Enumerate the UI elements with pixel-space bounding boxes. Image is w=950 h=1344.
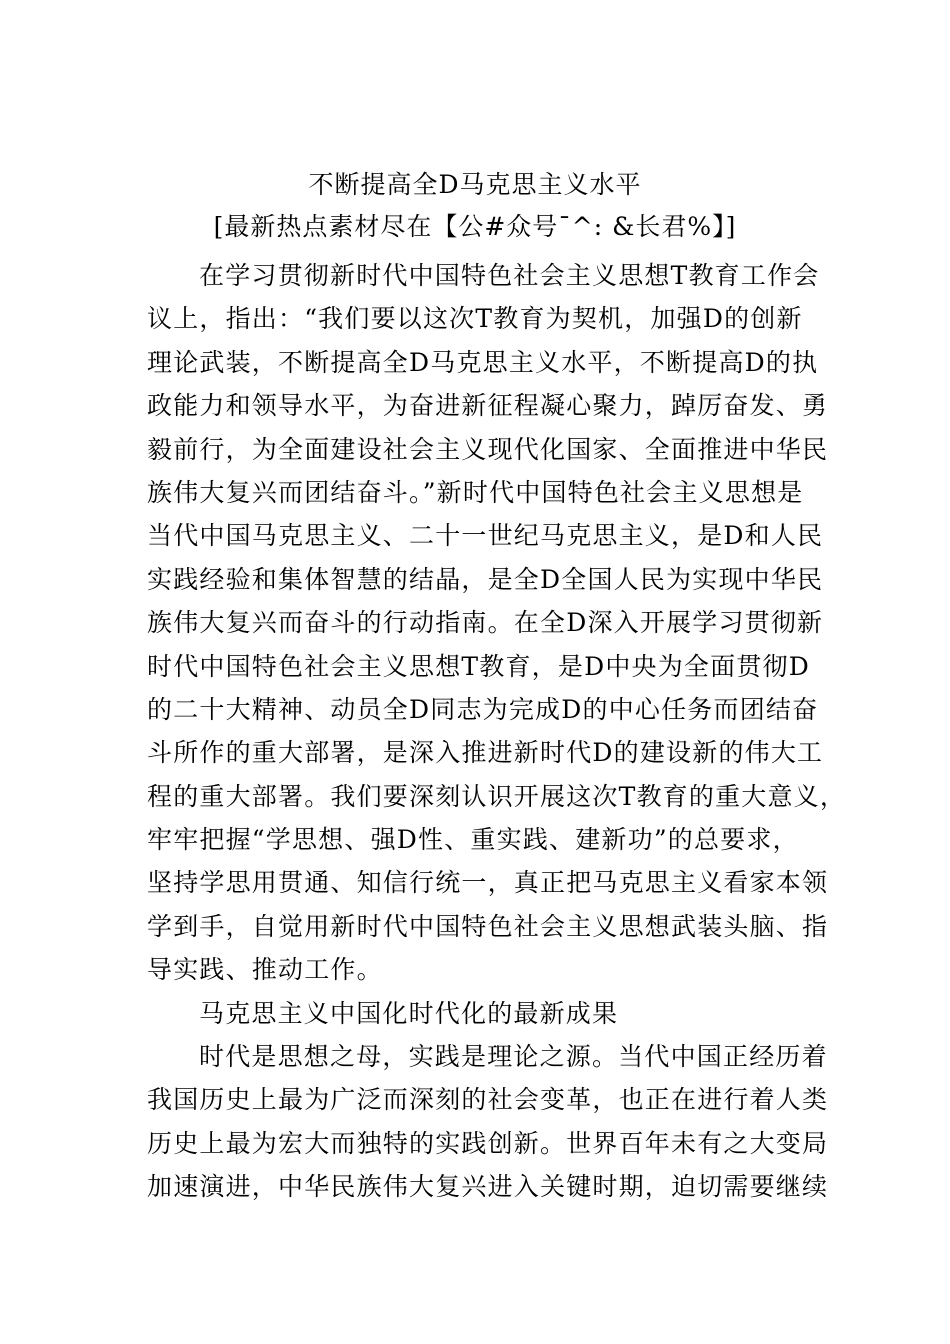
document-subtitle: [最新热点素材尽在【公#众号¯^: &长君%】]: [213, 212, 737, 241]
paragraph-line: 理论武装，不断提高全D马克思主义水平，不断提高D的执: [147, 347, 819, 377]
paragraph-line: 坚持学思用贯通、知信行统一，真正把马克思主义看家本领: [147, 868, 829, 898]
paragraph-line: 的二十大精神、动员全D同志为完成D的中心任务而团结奋: [147, 694, 819, 724]
paragraph-line: 族伟大复兴而团结奋斗。”新时代中国特色社会主义思想是: [147, 477, 804, 507]
paragraph-line: 实践经验和集体智慧的结晶，是全D全国人民为实现中华民: [147, 564, 824, 594]
paragraph-line: 斗所作的重大部署，是深入推进新时代D的建设新的伟大工: [147, 738, 824, 768]
paragraph-line: 学到手，自觉用新时代中国特色社会主义思想武装头脑、指: [147, 911, 829, 941]
document-title: 不断提高全D马克思主义水平: [308, 170, 642, 199]
paragraph-line: 牢牢把握“学思想、强D性、重实践、建新功”的总要求，: [147, 825, 799, 855]
paragraph-line: 政能力和领导水平，为奋进新征程凝心聚力，踔厉奋发、勇: [147, 391, 829, 421]
paragraph-line: 我国历史上最为广泛而深刻的社会变革，也正在进行着人类: [147, 1085, 829, 1115]
paragraph-line: 程的重大部署。我们要深刻认识开展这次T教育的重大意义，: [147, 781, 847, 811]
paragraph-line: 时代中国特色社会主义思想T教育，是D中央为全面贯彻D: [147, 651, 810, 681]
paragraph-line: 当代中国马克思主义、二十一世纪马克思主义，是D和人民: [147, 521, 824, 551]
paragraph-line: 加速演进，中华民族伟大复兴进入关键时期，迫切需要继续: [147, 1172, 829, 1202]
paragraph-line: 议上，指出：“我们要以这次T教育为契机，加强D的创新: [147, 304, 803, 334]
paragraph-line: 毅前行，为全面建设社会主义现代化国家、全面推进中华民: [147, 434, 829, 464]
paragraph-line: 族伟大复兴而奋斗的行动指南。在全D深入开展学习贯彻新: [147, 608, 824, 638]
paragraph-line: 时代是思想之母，实践是理论之源。当代中国正经历着: [199, 1042, 828, 1072]
section-heading: 马克思主义中国化时代化的最新成果: [199, 998, 619, 1028]
paragraph-line: 在学习贯彻新时代中国特色社会主义思想T教育工作会: [199, 261, 820, 290]
body-text: [147, 254, 847, 1209]
paragraph-line: 导实践、推动工作。: [147, 955, 383, 985]
paragraph-line: 历史上最为宏大而独特的实践创新。世界百年未有之大变局: [147, 1128, 829, 1158]
